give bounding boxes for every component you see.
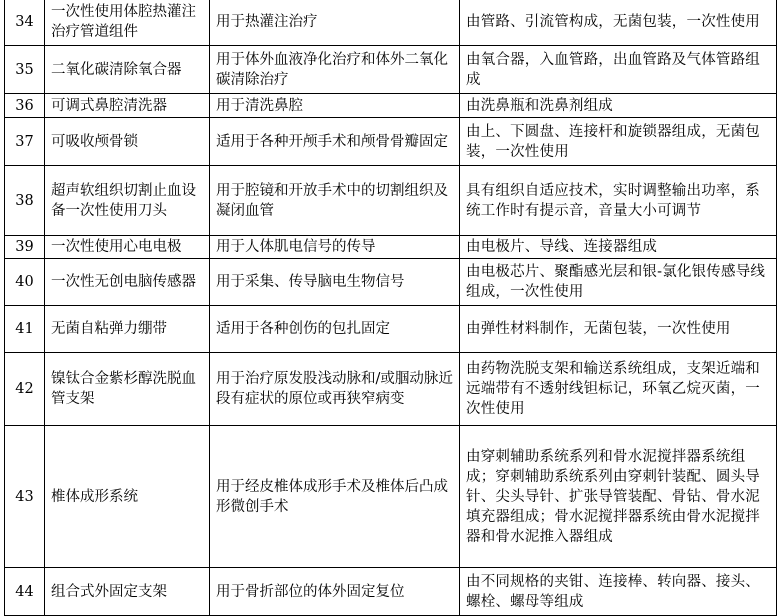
structure-composition: 由弹性材料制作，无菌包装，一次性使用 bbox=[460, 306, 777, 353]
row-number: 36 bbox=[5, 94, 45, 118]
product-name: 可调式鼻腔清洗器 bbox=[45, 94, 210, 118]
structure-composition: 由氧合器，入血管路，出血管路及气体管路组成 bbox=[460, 46, 777, 94]
intended-use: 用于治疗原发股浅动脉和/或腘动脉近段有症状的原位或再狭窄病变 bbox=[210, 353, 460, 426]
product-name: 镍钛合金紫杉醇洗脱血管支架 bbox=[45, 353, 210, 426]
intended-use: 用于人体肌电信号的传导 bbox=[210, 236, 460, 259]
product-name: 椎体成形系统 bbox=[45, 426, 210, 568]
structure-composition: 由穿刺辅助系统系列和骨水泥搅拌器系统组成；穿刺辅助系统系列由穿刺针装配、圆头导针、尖头导针、扩张导管装配、骨钻、骨水泥填充器组成；骨水泥搅拌器系统由骨水泥搅拌器和骨水泥推入器组成 bbox=[460, 426, 777, 568]
product-name: 二氧化碳清除氧合器 bbox=[45, 46, 210, 94]
intended-use: 用于腔镜和开放手术中的切割组织及凝闭血管 bbox=[210, 166, 460, 236]
structure-composition: 由不同规格的夹钳、连接棒、转向器、接头、螺栓、螺母等组成 bbox=[460, 568, 777, 616]
row-number: 39 bbox=[5, 236, 45, 259]
structure-composition: 由上、下圆盘、连接杆和旋锁器组成，无菌包装，一次性使用 bbox=[460, 118, 777, 166]
row-number: 38 bbox=[5, 166, 45, 236]
intended-use: 用于清洗鼻腔 bbox=[210, 94, 460, 118]
row-number: 43 bbox=[5, 426, 45, 568]
intended-use: 用于体外血液净化治疗和体外二氧化碳清除治疗 bbox=[210, 46, 460, 94]
intended-use: 适用于各种开颅手术和颅骨骨瓣固定 bbox=[210, 118, 460, 166]
table-row bbox=[5, 306, 777, 353]
product-name: 可吸收颅骨锁 bbox=[45, 118, 210, 166]
table-row bbox=[5, 353, 777, 426]
intended-use: 用于采集、传导脑电生物信号 bbox=[210, 259, 460, 306]
row-number: 42 bbox=[5, 353, 45, 426]
table-row bbox=[5, 118, 777, 166]
table-row bbox=[5, 568, 777, 616]
row-number: 41 bbox=[5, 306, 45, 353]
row-number: 35 bbox=[5, 46, 45, 94]
table-row bbox=[5, 259, 777, 306]
intended-use: 用于经皮椎体成形手术及椎体后凸成形微创手术 bbox=[210, 426, 460, 568]
product-name: 超声软组织切割止血设备一次性使用刀头 bbox=[45, 166, 210, 236]
table-row bbox=[5, 166, 777, 236]
structure-composition: 由电极片、导线、连接器组成 bbox=[460, 236, 777, 259]
product-name: 一次性无创电脑传感器 bbox=[45, 259, 210, 306]
structure-composition: 由洗鼻瓶和洗鼻剂组成 bbox=[460, 94, 777, 118]
intended-use: 适用于各种创伤的包扎固定 bbox=[210, 306, 460, 353]
product-name: 无菌自粘弹力绷带 bbox=[45, 306, 210, 353]
structure-composition: 由管路、引流管构成，无菌包装，一次性使用 bbox=[460, 0, 777, 46]
row-number: 34 bbox=[5, 0, 45, 46]
intended-use: 用于热灌注治疗 bbox=[210, 0, 460, 46]
table-row bbox=[5, 236, 777, 259]
product-name: 组合式外固定支架 bbox=[45, 568, 210, 616]
table-row bbox=[5, 426, 777, 568]
row-number: 40 bbox=[5, 259, 45, 306]
structure-composition: 由电极芯片、聚酯感光层和银-氯化银传感导线组成，一次性使用 bbox=[460, 259, 777, 306]
row-number: 44 bbox=[5, 568, 45, 616]
table-row bbox=[5, 0, 777, 46]
product-name: 一次性使用心电电极 bbox=[45, 236, 210, 259]
device-table bbox=[4, 0, 777, 616]
table-row bbox=[5, 94, 777, 118]
intended-use: 用于骨折部位的体外固定复位 bbox=[210, 568, 460, 616]
product-name: 一次性使用体腔热灌注治疗管道组件 bbox=[45, 0, 210, 46]
structure-composition: 由药物洗脱支架和输送系统组成，支架近端和远端带有不透射线钽标记，环氧乙烷灭菌，一次性使用 bbox=[460, 353, 777, 426]
row-number: 37 bbox=[5, 118, 45, 166]
structure-composition: 具有组织自适应技术，实时调整输出功率，系统工作时有提示音，音量大小可调节 bbox=[460, 166, 777, 236]
table-row bbox=[5, 46, 777, 94]
